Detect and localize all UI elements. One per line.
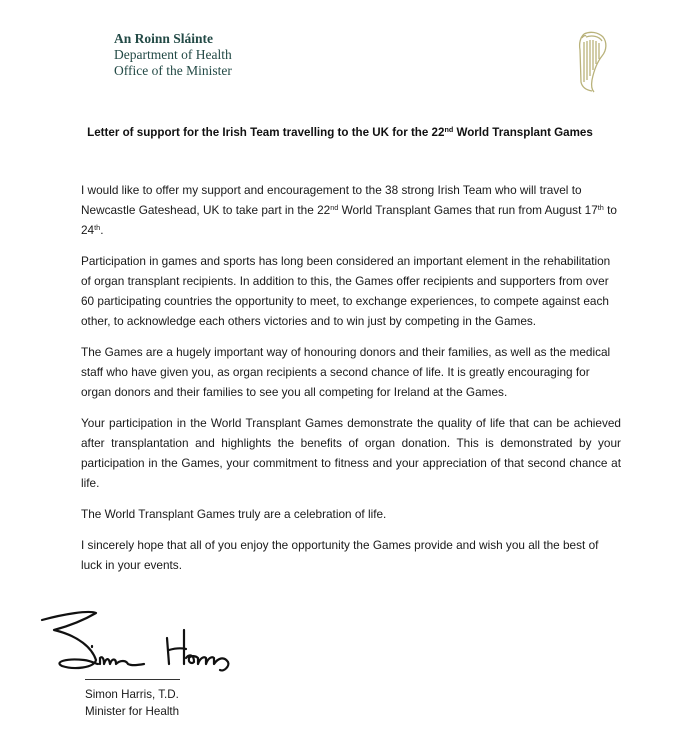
paragraph-1: I would like to offer my support and encouragement to the 38 strong Irish Team who will travel to Newcastle Gateshead, UK to take part in the 22nd World Transplant Games that run from August 17th to 24th. (81, 183, 617, 237)
letterhead-irish-name: An Roinn Sláinte (114, 31, 214, 46)
handwritten-signature (34, 608, 264, 678)
letterhead (114, 31, 232, 79)
paragraph-4: Your participation in the World Transplant Games demonstrate the quality of life that can be achieved after transplantation and highlights the benefits of organ donation. This is demonstrated by your participation in the Games, your commitment to fitness and your appreciation of that second chance at life. (81, 416, 621, 490)
letter-body (81, 180, 621, 586)
harp-icon (574, 30, 610, 94)
letter-title: Letter of support for the Irish Team travelling to the UK for the 22nd World Transplant Games (87, 125, 593, 139)
paragraph-2: Participation in games and sports has long been considered an important element in the rehabilitation of organ transplant recipients. In addition to this, the Games offer recipients and supporters from over 60 participating countries the opportunity to meet, to exchange experiences, to compete against each other, to acknowledge each others victories and to win just by competing in the Games. (81, 254, 611, 328)
paragraph-6: I sincerely hope that all of you enjoy the opportunity the Games provide and wish you all the best of luck in your events. (81, 538, 599, 572)
signoff (85, 686, 179, 720)
letterhead-office: Office of the Minister (114, 63, 232, 78)
letterhead-department: Department of Health (114, 47, 232, 62)
signatory-name: Simon Harris, T.D. (85, 688, 179, 701)
signatory-role: Minister for Health (85, 705, 180, 718)
signature-line (85, 679, 180, 680)
paragraph-5: The World Transplant Games truly are a celebration of life. (81, 507, 387, 521)
paragraph-3: The Games are a hugely important way of honouring donors and their families, as well as the medical staff who have given you, as organ recipients a second chance of life. It is greatly encouraging for organ donors and their families to see you all competing for Ireland at the Games. (81, 345, 611, 399)
